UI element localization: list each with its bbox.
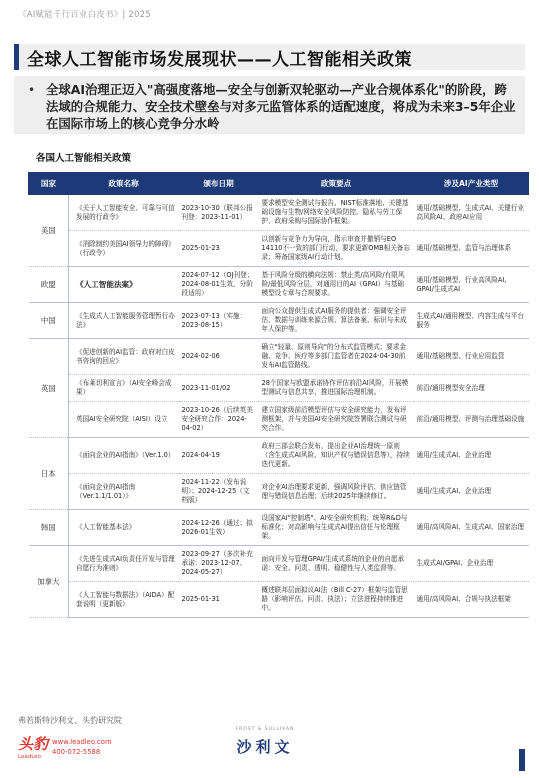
policy-name-cell: 《人工智能基本法》 — [69, 510, 179, 546]
date-cell: 2024-04-19 — [179, 438, 259, 474]
table-row — [29, 231, 529, 267]
header-country: 国家 — [29, 173, 69, 195]
points-cell: 设国家AI"控制塔"、AI安全研究机构；统筹R&D与标准化；对高影响与生成式AI提出信任与伦理框架。 — [259, 510, 414, 546]
points-cell: 面向开发与管理GPAI/生成式系统的企业的自愿承诺：安全、问责、透明、稳健性与人类监督等。 — [259, 546, 414, 582]
points-cell: 基于风险分级的横向法规：禁止类/高风险/有限风险/最低风险分层，对通用目的AI（GPAI）与基础模型设专章与合规要求。 — [259, 267, 414, 303]
date-cell: 2024-11-22（发布说明）；2024-12-25（文档版） — [179, 474, 259, 510]
industry-cell: 通用/基础模型、生成式AI、关键行业高风险AI、政府AI应用 — [414, 195, 529, 231]
points-cell: 28个国家与欧盟承诺协作评估前沿AI风险，开展模型测试与信息共享，推进国际治理机制。 — [259, 375, 414, 402]
industry-cell: 通用/基础模型、监管与治理体系 — [414, 231, 529, 267]
leadleo-brand — [18, 733, 52, 760]
bullet-icon: • — [28, 83, 36, 97]
table-row — [29, 375, 529, 402]
header-policy-name: 政策名称 — [69, 173, 179, 195]
points-cell: 政府三部会联合发布，提出企业AI治理统一原则（含生成式AI风险、知识产权与错误信息等），持续迭代更新。 — [259, 438, 414, 474]
table-row — [29, 195, 529, 231]
header-date: 颁布日期 — [179, 173, 259, 195]
table-row — [29, 474, 529, 510]
date-cell: 2023-10-26（后续英美安全研究合作：2024-04-02） — [179, 402, 259, 438]
leadleo-sub: LeadLeo — [18, 754, 41, 760]
industry-cell: 生成式AI/GPAI、企业治理 — [414, 546, 529, 582]
points-cell: 要求模型安全测试与报告、NIST标准落地、关键基础设施与生物/网络安全风险防控、隐私与劳工保护、政府采购与国际协作框架。 — [259, 195, 414, 231]
policy-table — [28, 172, 529, 618]
industry-cell: 前沿/通用模型安全治理 — [414, 375, 529, 402]
fs-cn-text: 沙利文 — [236, 738, 294, 756]
lead-box — [14, 76, 525, 134]
industry-cell: 通用/基础模型、行业高风险AI、GPAI/生成式AI — [414, 267, 529, 303]
policy-name-cell: 《消除制约美国AI领导力的障碍》（行政令） — [69, 231, 179, 267]
leadleo-url: www.leadleo.com — [52, 737, 112, 746]
report-label: 《AI赋能千行百业白皮书》| 2025 — [18, 10, 151, 20]
table-header-row — [29, 173, 529, 195]
table-row — [29, 438, 529, 474]
date-cell: 2025-01-23 — [179, 231, 259, 267]
table-row — [29, 267, 529, 303]
date-cell: 2023-09-27（多次补充承诺：2023-12-07、2024-05-27） — [179, 546, 259, 582]
industry-cell: 通用/高风险AI、生成式AI、国家治理 — [414, 510, 529, 546]
source-note: 弗若斯特沙利文、头豹研究院 — [18, 716, 122, 725]
leadleo-mark: 头豹 — [18, 735, 49, 753]
header-industry: 涉及AI产业类型 — [414, 173, 529, 195]
industry-cell: 通用/高风险AI、合规与执法框架 — [414, 582, 529, 618]
table-body — [29, 195, 529, 618]
date-cell: 2024-02-06 — [179, 339, 259, 375]
policy-name-cell: 《面向企业的AI指南（Ver.1.1/1.01）》 — [69, 474, 179, 510]
date-cell: 2023-10-30（联邦公报刊登：2023-11-01） — [179, 195, 259, 231]
points-cell: 确立"轻量、原则导向"的分布式监管模式；要求金融、竞争、医疗等多部门监管者在2024-04-30前发布AI监管路线。 — [259, 339, 414, 375]
date-cell: 2023-11-01/02 — [179, 375, 259, 402]
table-row — [29, 510, 529, 546]
table-row — [29, 402, 529, 438]
country-cell: 欧盟 — [29, 267, 69, 303]
page-tab-marker — [519, 749, 525, 771]
leadleo-contacts — [52, 737, 112, 757]
title-bar — [14, 44, 525, 70]
industry-cell: 通用/生成式AI、企业治理 — [414, 474, 529, 510]
date-cell: 2025-01-31 — [179, 582, 259, 618]
points-cell: 面向公众提供生成式AI服务的提供者：强调安全评估、数据与训练来源合规、算法备案、标识与未成年人保护等。 — [259, 303, 414, 339]
header-points: 政策要点 — [259, 173, 414, 195]
policy-name-cell: 《布莱切利宣言》（AI安全峰会成果） — [69, 375, 179, 402]
title-accent-bar — [14, 44, 19, 70]
country-cell: 日本 — [29, 438, 69, 510]
country-cell: 美国 — [29, 195, 69, 267]
policy-name-cell: 《人工智能法案》 — [69, 267, 179, 303]
lead-text: 全球AI治理正迈入"高强度落地—安全与创新双轮驱动—产业合规体系化"的阶段，跨法域的合规能力、安全技术壁垒与对多元监管体系的适配速度，将成为未来3–5年企业在国际市场上的核心竞争分水岭 — [46, 82, 516, 131]
points-cell: 以创新与竞争力为导向，指示审查并撤销与EO 14110不一致的部门行动，要求更新OMB相关备忘录；筹备国家级AI行动计划。 — [259, 231, 414, 267]
leadleo-phone: 400-072-5588 — [52, 747, 101, 756]
fs-en-text: FROST & SULLIVAN — [235, 727, 295, 732]
industry-cell: 通用/生成式AI、企业治理 — [414, 438, 529, 474]
industry-cell: 通用/基础模型、行业应用监管 — [414, 339, 529, 375]
leadleo-logo — [18, 733, 112, 760]
points-cell: 对企业AI治理要求更新，强调风险评估、供应链管理与错误信息治理；后续2025年继续修订。 — [259, 474, 414, 510]
table-row — [29, 582, 529, 618]
country-cell: 英国 — [29, 339, 69, 438]
policy-name-cell: 《人工智能与数据法》（AIDA）配套说明（更新版） — [69, 582, 179, 618]
policy-name-cell: 《关于人工智能安全、可靠与可信发展的行政令》 — [69, 195, 179, 231]
policy-name-cell: 《促进创新的AI监管：政府对白皮书咨询的回应》 — [69, 339, 179, 375]
points-cell: 建立国家级前沿模型评估与安全研究能力，发布评测框架，并与美国AI安全研究院签署联合测试与研究合作。 — [259, 402, 414, 438]
table-row — [29, 339, 529, 375]
country-cell: 中国 — [29, 303, 69, 339]
industry-cell: 生成式AI/通用模型、内容生成与平台服务 — [414, 303, 529, 339]
policy-name-cell: 《先进生成式AI负责任开发与管理自愿行为准则》 — [69, 546, 179, 582]
table-section-title: 各国人工智能相关政策 — [36, 153, 132, 164]
industry-cell: 前沿/通用模型、评测与治理基础设施 — [414, 402, 529, 438]
date-cell: 2024-07-12（OJ刊登；2024-08-01生效，分阶段适用） — [179, 267, 259, 303]
page-title: 全球人工智能市场发展现状——人工智能相关政策 — [27, 49, 412, 70]
table-row — [29, 303, 529, 339]
frost-sullivan-logo — [205, 727, 325, 757]
policy-name-cell: 英国AI安全研究院（AISI）设立 — [69, 402, 179, 438]
policy-name-cell: 《生成式人工智能服务管理暂行办法》 — [69, 303, 179, 339]
points-cell: 概述联邦层面拟议AI法（Bill C-27）框架与监管思路（影响评估、问责、执法）；立法进程持续推进中。 — [259, 582, 414, 618]
country-cell: 加拿大 — [29, 546, 69, 618]
date-cell: 2024-12-26（通过；拟2026-01生效） — [179, 510, 259, 546]
policy-name-cell: 《面向企业的AI指南》（Ver.1.0） — [69, 438, 179, 474]
date-cell: 2023-07-13（实施：2023-08-15） — [179, 303, 259, 339]
table-row — [29, 546, 529, 582]
country-cell: 韩国 — [29, 510, 69, 546]
